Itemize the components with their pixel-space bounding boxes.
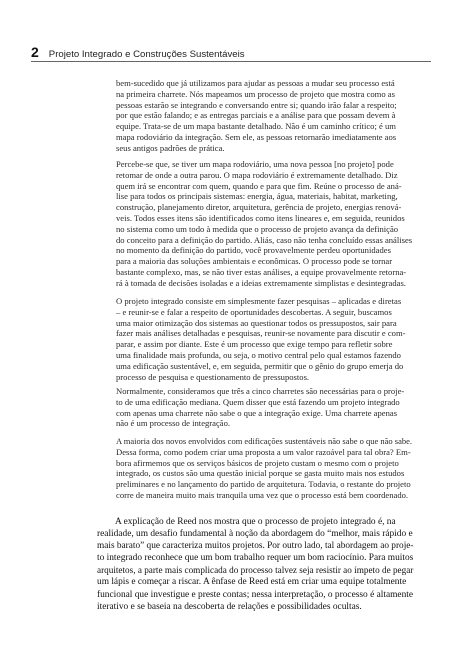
text-line: bem-sucedido que já utilizamos para ajudar as pessoas a mudar seu processo está [116, 78, 395, 88]
text-line: retomar de onde a outra parou. O mapa rodoviário é extremamente detalhado. Diz [116, 169, 398, 180]
text-line: Dessa forma, como podem criar uma proposta a um valor razoável para tal obra? Em- [116, 446, 411, 457]
quote-paragraph [116, 436, 412, 501]
text-line: O projeto integrado consiste em simplesmente fazer pesquisas – aplicadas e diretas [116, 296, 402, 306]
quote-paragraph [116, 296, 412, 382]
text-line: to integrado reconhece que um bom trabalho requer um bom raciocínio. Para muitos [97, 553, 414, 564]
text-line: arquitetos, a parte mais complicada do processo talvez seja resistir ao ímpeto de pegar [97, 565, 414, 576]
text-line: A maioria dos novos envolvidos com edificações sustentáveis não sabe o que não sabe. [116, 436, 413, 446]
text-line: processo de pesquisa e questionamento de pressupostos. [116, 371, 310, 382]
text-line: lise para todos os principais sistemas: energia, água, materiais, habitat, marketing, [116, 191, 398, 202]
text-line: mapa rodoviário da integração. Sem ele, as pessoas retornarão imediatamente aos [116, 131, 397, 142]
text-line: – e reunir-se e falar a respeito de oportunidades descobertas. A seguir, buscamos [116, 306, 392, 317]
text-line: seus antigos padrões de prática. [116, 142, 225, 153]
page-number: 2 [31, 44, 39, 60]
text-line: preliminares e no lançamento do partido de arquitetura. Todavia, o restante do projeto [116, 479, 411, 490]
text-line: uma maior otimização dos sistemas ao questionar todos os pressupostos, sair para [116, 317, 397, 328]
quote-paragraph [116, 78, 412, 154]
text-line: mais barato” que caracteriza muitos projetos. Por outro lado, tal abordagem ao proje- [97, 541, 414, 552]
text-line: não é um processo de integração. [116, 418, 231, 429]
text-line: realidade, um desafio fundamental à noção da abordagem do “melhor, mais rápido e [97, 529, 413, 540]
text-line: bastante complexo, mas, se não tiver estas análises, a equipe provavelmente retorna- [116, 266, 407, 277]
text-line: pessoas estarão se integrando e conversando entre si; quando irão falar a respeito; [116, 99, 397, 110]
text-line: rá à tomada de decisões isoladas e a ideias extremamente simplistas e desintegradas. [116, 277, 406, 288]
text-line: construção, planejamento diretor, arquitetura, gerência de projeto, energias renová- [116, 202, 402, 213]
text-line: Normalmente, consideramos que três a cinco charretes são necessárias para o proje- [116, 386, 405, 396]
text-line: com apenas uma charrete não sabe o que a integração exige. Uma charrete apenas [116, 407, 398, 418]
text-line: equipe. Trata-se de um mapa bastante detalhado. Não é um caminho crítico; é um [116, 121, 396, 132]
text-line: quem irá se encontrar com quem, quando e para que fim. Reúne o processo de aná- [116, 180, 402, 191]
text-line: funcional que investigue e preste contas; nessa interpretação, o processo é altamente [97, 589, 414, 600]
text-line: veis. Todos esses itens são identificados como itens lineares e, em seguida, reunidos [116, 212, 405, 223]
text-line: uma edificação sustentável, e, em seguida, permitir que o gênio do grupo emerja do [116, 360, 404, 371]
text-line: iterativo e se baseia na descoberta de relações e possibilidades ocultas. [97, 601, 362, 612]
text-line: bora afirmemos que os serviços básicos de projeto custam o mesmo com o projeto [116, 457, 399, 468]
header-rule [31, 61, 431, 62]
text-line: um lápis e começar a riscar. A ênfase de Reed está em criar uma equipe totalmente [97, 577, 407, 588]
text-line: na primeira charrete. Nós mapeamos um processo de projeto que mostra como as [116, 88, 395, 99]
text-line: fazer mais análises detalhadas e pesquisas, reunir-se novamente para discutir e com- [116, 328, 406, 339]
text-line: A explicação de Reed nos mostra que o processo de projeto integrado é, na [115, 517, 396, 527]
text-line: uma finalidade mais profunda, ou seja, o motivo central pelo qual estamos fazendo [116, 349, 401, 360]
text-line: do conceito para a definição do partido. Aliás, caso não tenha concluído essas análises [116, 234, 413, 245]
text-line: por que estão falando; e as entregas parciais e a análise para que possam devem à [116, 110, 396, 121]
text-line: corre de maneira muito mais tranquila uma vez que o processo está bem coordenado. [116, 489, 409, 500]
text-line: Percebe-se que, se tiver um mapa rodoviário, uma nova pessoa [no projeto] pode [116, 159, 394, 169]
quote-paragraph [116, 159, 412, 289]
text-line: no momento da definição do partido, você provavelmente perdeu oportunidades [116, 245, 391, 256]
text-line: integrado, os custos são uma questão inicial porque se gasta muito mais nos estudos [116, 468, 405, 479]
body-paragraph [97, 516, 415, 613]
text-line: parar, e assim por diante. Este é um processo que exige tempo para refletir sobre [116, 339, 393, 350]
text-line: to de uma edificação mediana. Quem disser que está fazendo um projeto integrado [116, 396, 400, 407]
text-line: para a maioria das soluções ambientais e econômicas. O processo pode se tornar [116, 256, 393, 267]
text-line: no sistema como um todo à medida que o processo de projeto avança da definição [116, 223, 399, 234]
page-header [31, 44, 245, 60]
running-title: Projeto Integrado e Construções Sustentáveis [48, 49, 245, 60]
quote-paragraph [116, 386, 412, 429]
